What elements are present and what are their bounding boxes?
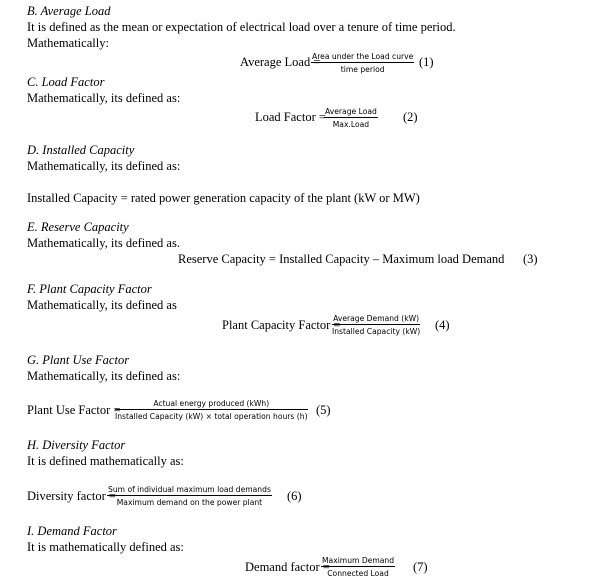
plant-use-factor-fraction: [115, 399, 308, 421]
average-load-fraction: [311, 52, 414, 74]
plant-capacity-factor-math-label: Mathematically, its defined as: [27, 298, 177, 312]
equation-number-7: (7): [413, 560, 428, 574]
equation-number-4: (4): [435, 318, 450, 332]
average-load-denominator: time period: [340, 65, 385, 74]
average-load-numerator: Area under the Load curve: [312, 52, 414, 61]
equation-number-5: (5): [316, 403, 331, 417]
plant-use-factor-math-label: Mathematically, its defined as:: [27, 369, 181, 383]
diversity-factor-math-label: It is defined mathematically as:: [27, 454, 184, 468]
plant-use-factor-denominator: Installed Capacity (kW) × total operation hours (h): [115, 412, 308, 421]
average-load-math-label: Mathematically:: [27, 36, 109, 50]
diversity-factor-eq-lhs: Diversity factor =: [27, 489, 116, 503]
demand-factor-numerator: Maximum Demand: [322, 556, 395, 565]
heading-reserve-capacity: E. Reserve Capacity: [27, 220, 129, 234]
heading-plant-use-factor: G. Plant Use Factor: [27, 353, 130, 367]
equation-number-1: (1): [419, 55, 434, 69]
demand-factor-eq-lhs: Demand factor =: [245, 560, 330, 574]
heading-demand-factor: I. Demand Factor: [27, 524, 117, 538]
load-factor-eq-lhs: Load Factor =: [255, 110, 326, 124]
average-load-definition: It is defined as the mean or expectation of electrical load over a tenure of time period.: [27, 20, 456, 34]
plant-capacity-factor-denominator: Installed Capacity (kW): [332, 327, 421, 336]
demand-factor-denominator: Connected Load: [327, 569, 389, 578]
heading-plant-capacity-factor: F. Plant Capacity Factor: [27, 282, 152, 296]
plant-capacity-factor-eq-lhs: Plant Capacity Factor =: [222, 318, 341, 332]
plant-use-factor-eq-lhs: Plant Use Factor =: [27, 403, 121, 417]
installed-capacity-math-label: Mathematically, its defined as:: [27, 159, 181, 173]
plant-capacity-factor-numerator: Average Demand (kW): [333, 314, 420, 323]
equation-number-2: (2): [403, 110, 418, 124]
heading-average-load: B. Average Load: [27, 4, 111, 18]
load-factor-denominator: Max.Load: [332, 120, 370, 129]
diversity-factor-fraction: [107, 485, 272, 507]
reserve-capacity-equation: Reserve Capacity = Installed Capacity – Maximum load Demand: [178, 252, 505, 266]
equation-number-3: (3): [523, 252, 538, 266]
equation-number-6: (6): [287, 489, 302, 503]
load-factor-math-label: Mathematically, its defined as:: [27, 91, 181, 105]
installed-capacity-equation: Installed Capacity = rated power generation capacity of the plant (kW or MW): [27, 191, 420, 205]
average-load-eq-lhs: Average Load =: [240, 55, 321, 69]
load-factor-numerator: Average Load: [325, 107, 377, 116]
load-factor-fraction: [324, 107, 378, 129]
diversity-factor-denominator: Maximum demand on the power plant: [116, 498, 263, 507]
plant-capacity-factor-fraction: [332, 314, 420, 336]
heading-load-factor: C. Load Factor: [27, 75, 105, 89]
demand-factor-fraction: [321, 556, 395, 578]
reserve-capacity-math-label: Mathematically, its defined as.: [27, 236, 180, 250]
heading-diversity-factor: H. Diversity Factor: [27, 438, 126, 452]
heading-installed-capacity: D. Installed Capacity: [27, 143, 135, 157]
diversity-factor-numerator: Sum of individual maximum load demands: [108, 485, 271, 494]
plant-use-factor-numerator: Actual energy produced (kWh): [115, 399, 308, 410]
demand-factor-math-label: It is mathematically defined as:: [27, 540, 184, 554]
